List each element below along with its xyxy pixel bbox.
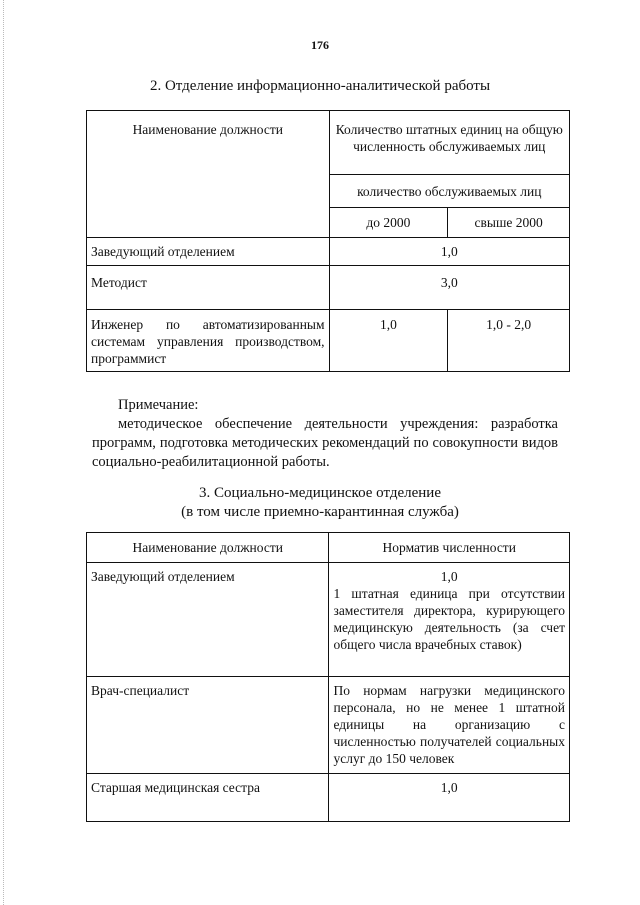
row-position: Заведующий отделением [87,563,329,677]
section-3-subtitle: (в том числе приемно-карантинная служба) [181,504,459,520]
sub-col-over-2000: свыше 2000 [448,208,570,238]
row-norm [329,563,570,677]
header-position: Наименование должности [87,111,330,238]
row-position: Инженер по автоматизированным системам управления производством, программист [87,310,330,372]
row-value: 1,0 [329,238,569,266]
row-value-b: 1,0 - 2,0 [448,310,570,372]
row-position: Методист [87,266,330,310]
row-value: 3,0 [329,266,569,310]
row-position: Заведующий отделением [87,238,330,266]
row-position: Врач-специалист [87,677,329,774]
section-3-title: 3. Социально-медицинское отделение [199,485,441,501]
section-2-title: 2. Отделение информационно-аналитической работы [149,78,491,94]
scan-edge [3,0,4,905]
row-value-a: 1,0 [329,310,448,372]
row-position: Старшая медицинская сестра [87,774,329,822]
header-count: Количество штатных единиц на общую численность обслуживаемых лиц [329,111,569,175]
sub-col-under-2000: до 2000 [329,208,448,238]
norm-value: 1,0 [440,569,458,584]
sub-header-served: количество обслуживаемых лиц [329,175,569,208]
section-3-table [86,532,570,822]
note [92,396,558,472]
section-2-table [86,110,570,372]
header-norm: Норматив численности [329,533,570,563]
note-label: Примечание: [118,397,199,413]
page-number: 176 [311,38,329,52]
header-position: Наименование должности [87,533,329,563]
norm-text: По нормам нагрузки медицинского персонала, но не менее 1 штатной единицы на организацию с численностью получателей социальных услуг до 150 человек [329,677,570,774]
norm-text: 1 штатная единица при отсутствии заместителя директора, курирующего медицинскую деятельность (за счет общего числа врачебных ставок) [333,586,565,652]
norm-value: 1,0 [329,774,570,822]
note-text: методическое обеспечение деятельности учреждения: разработка программ, подготовка методических рекомендаций по совокупности видов социально-реабилитационной работы. [92,416,558,470]
